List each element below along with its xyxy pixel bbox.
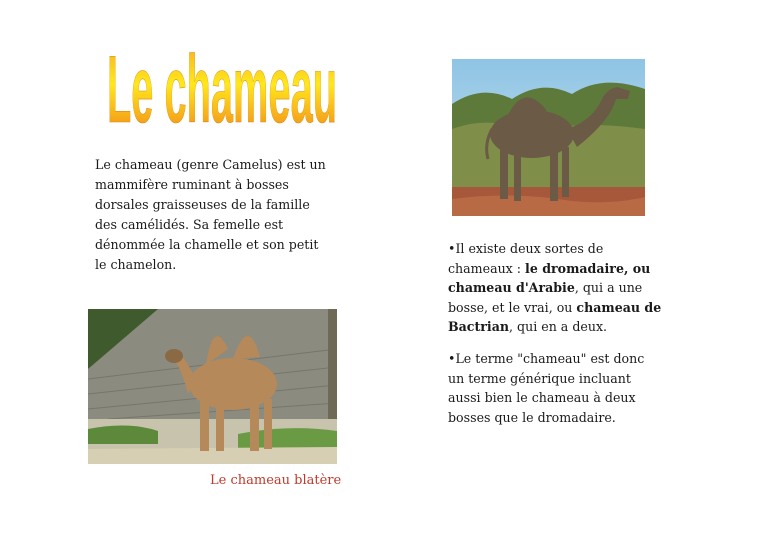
- para1-bold-1: le dromadaire, ou chameau d'Arabie: [448, 260, 651, 295]
- page-title: [104, 36, 340, 143]
- term-paragraph: [448, 349, 663, 427]
- bullet: •: [448, 351, 456, 366]
- para1-bold-2: chameau de Bactrian: [448, 299, 662, 334]
- para1-text-3: , qui en a deux.: [509, 319, 608, 334]
- para2-text: Le terme "chameau" est donc un terme générique incluant aussi bien le chameau à deux bosses que le dromadaire.: [448, 351, 645, 425]
- para1-text-2: , qui a une bosse, et le vrai, ou: [448, 280, 643, 315]
- intro-paragraph: Le chameau (genre Camelus) est un mammifère ruminant à bosses dorsales graisseuses de la famille des camélidés. Sa femelle est dénommée la chamelle et son petit le chamelon.: [95, 157, 326, 272]
- dromedary-photo: [452, 59, 645, 216]
- page-title-text: Le chameau: [107, 36, 337, 143]
- bullet: •: [448, 241, 456, 256]
- camel-types-paragraph: [448, 239, 663, 337]
- bactrian-camel-photo: [88, 309, 337, 464]
- photo-caption: Le chameau blatère: [210, 473, 342, 488]
- para1-text-1: Il existe deux sortes de chameaux :: [448, 241, 604, 276]
